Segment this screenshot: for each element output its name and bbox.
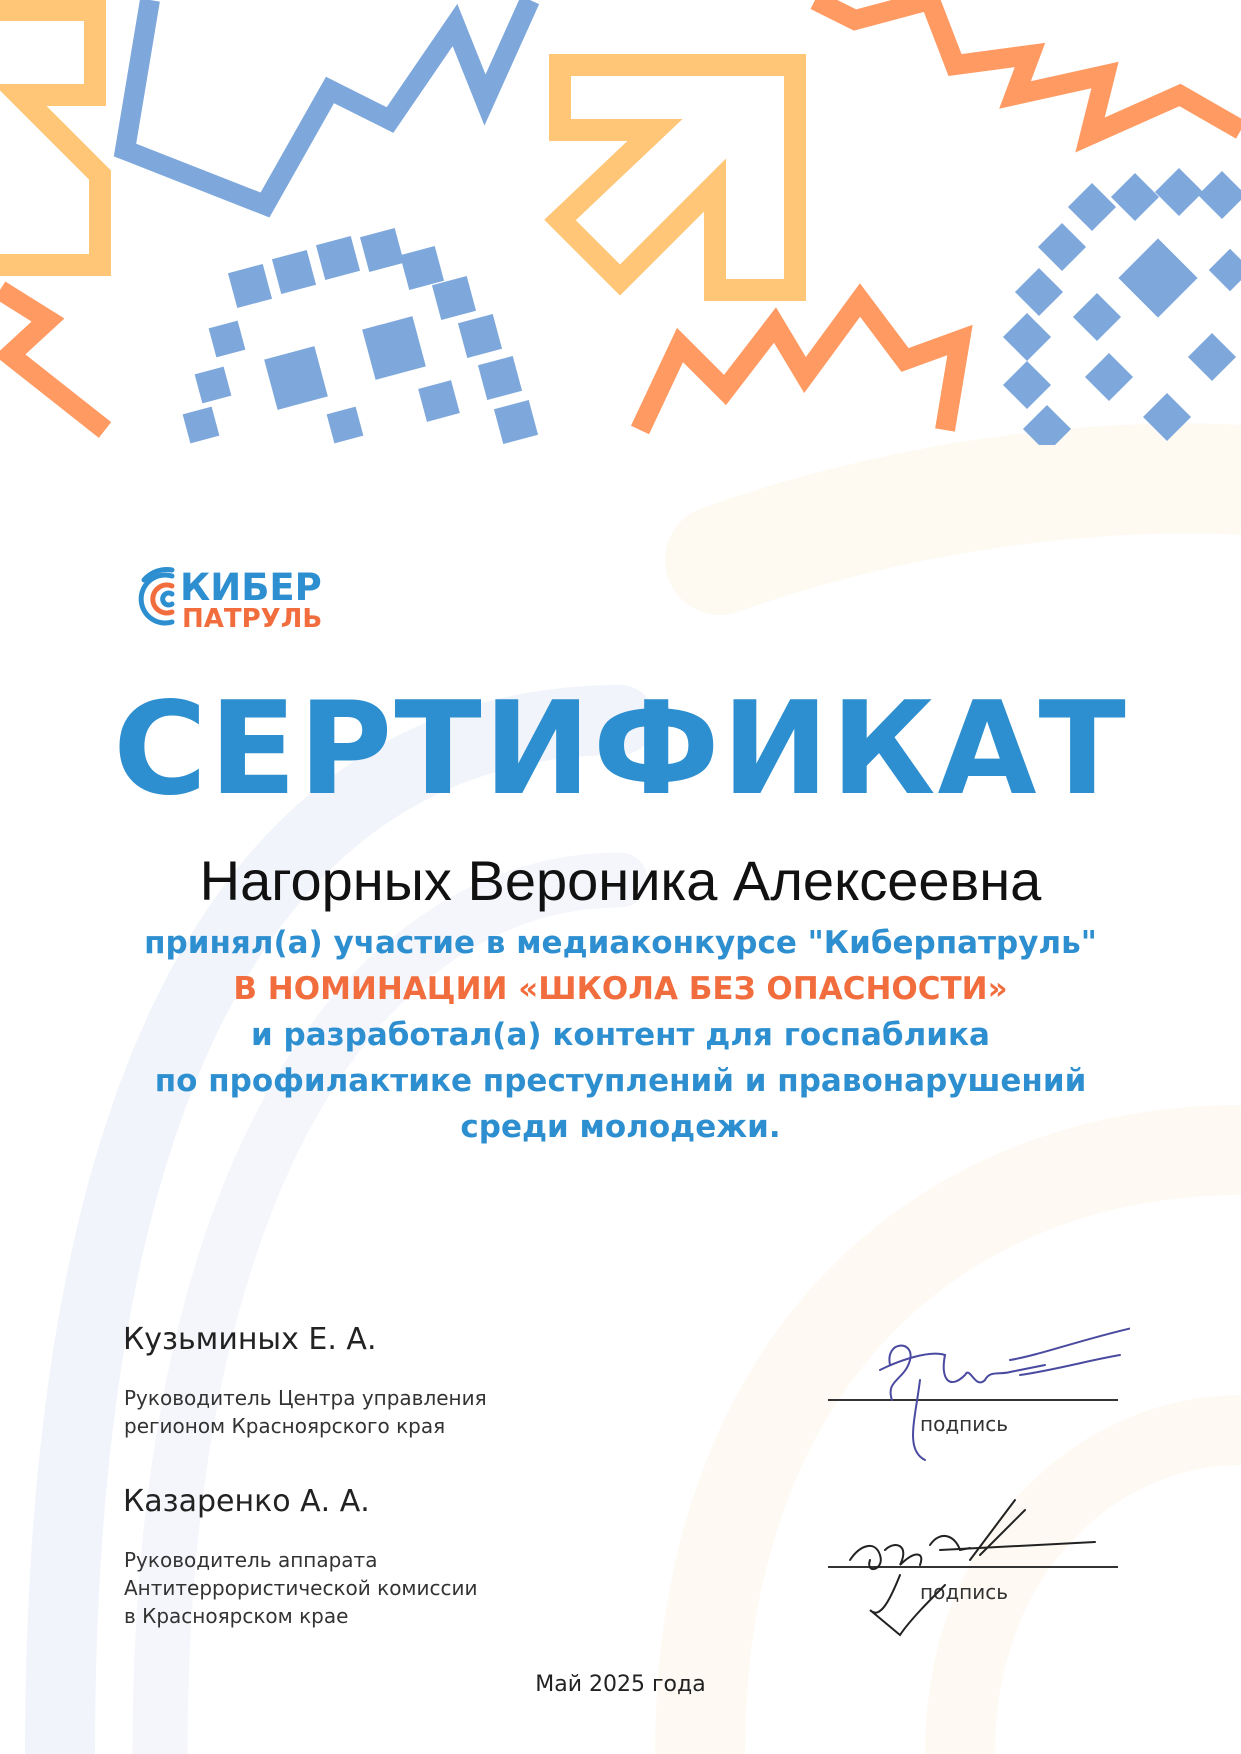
signer-2-role-line-3: в Красноярском крае (124, 1604, 349, 1628)
body-line-1: принял(а) участие в медиаконкурсе "Киберпатруль" (144, 925, 1097, 961)
nomination-line: В НОМИНАЦИИ «ШКОЛА БЕЗ ОПАСНОСТИ» (233, 971, 1008, 1007)
decorative-header (0, 0, 1241, 445)
recipient-name: Нагорных Вероника Алексеевна (199, 849, 1042, 912)
signature-1 (870, 1320, 1130, 1470)
signature-label-1: подпись (920, 1412, 1008, 1436)
signer-2-role-line-2: Антитеррористической комиссии (124, 1576, 478, 1600)
signer-1-role-line-1: Руководитель Центра управления (124, 1386, 487, 1410)
body-line-3: и разработал(а) контент для госпаблика (251, 1017, 990, 1053)
signature-label-2: подпись (920, 1580, 1008, 1604)
signer-1-name: Кузьминых Е. А. (123, 1322, 377, 1357)
certificate-date: Май 2025 года (535, 1672, 706, 1697)
logo-icon (120, 566, 180, 632)
body-line-4: по профилактике преступлений и правонарушений (154, 1063, 1087, 1099)
signer-2-role (124, 1546, 478, 1630)
logo-text-bottom: ПАТРУЛЬ (182, 604, 323, 634)
signer-2-name: Казаренко А. А. (123, 1484, 370, 1519)
logo-text-top: КИБЕР (180, 566, 322, 609)
certificate-title: СЕРТИФИКАТ (113, 675, 1128, 824)
signer-2-role-line-1: Руководитель аппарата (124, 1548, 378, 1572)
signer-1-role-line-2: регионом Красноярского края (124, 1414, 446, 1438)
signer-1-role (124, 1384, 487, 1440)
signature-2 (840, 1490, 1100, 1640)
body-line-5: среди молодежи. (460, 1109, 781, 1145)
